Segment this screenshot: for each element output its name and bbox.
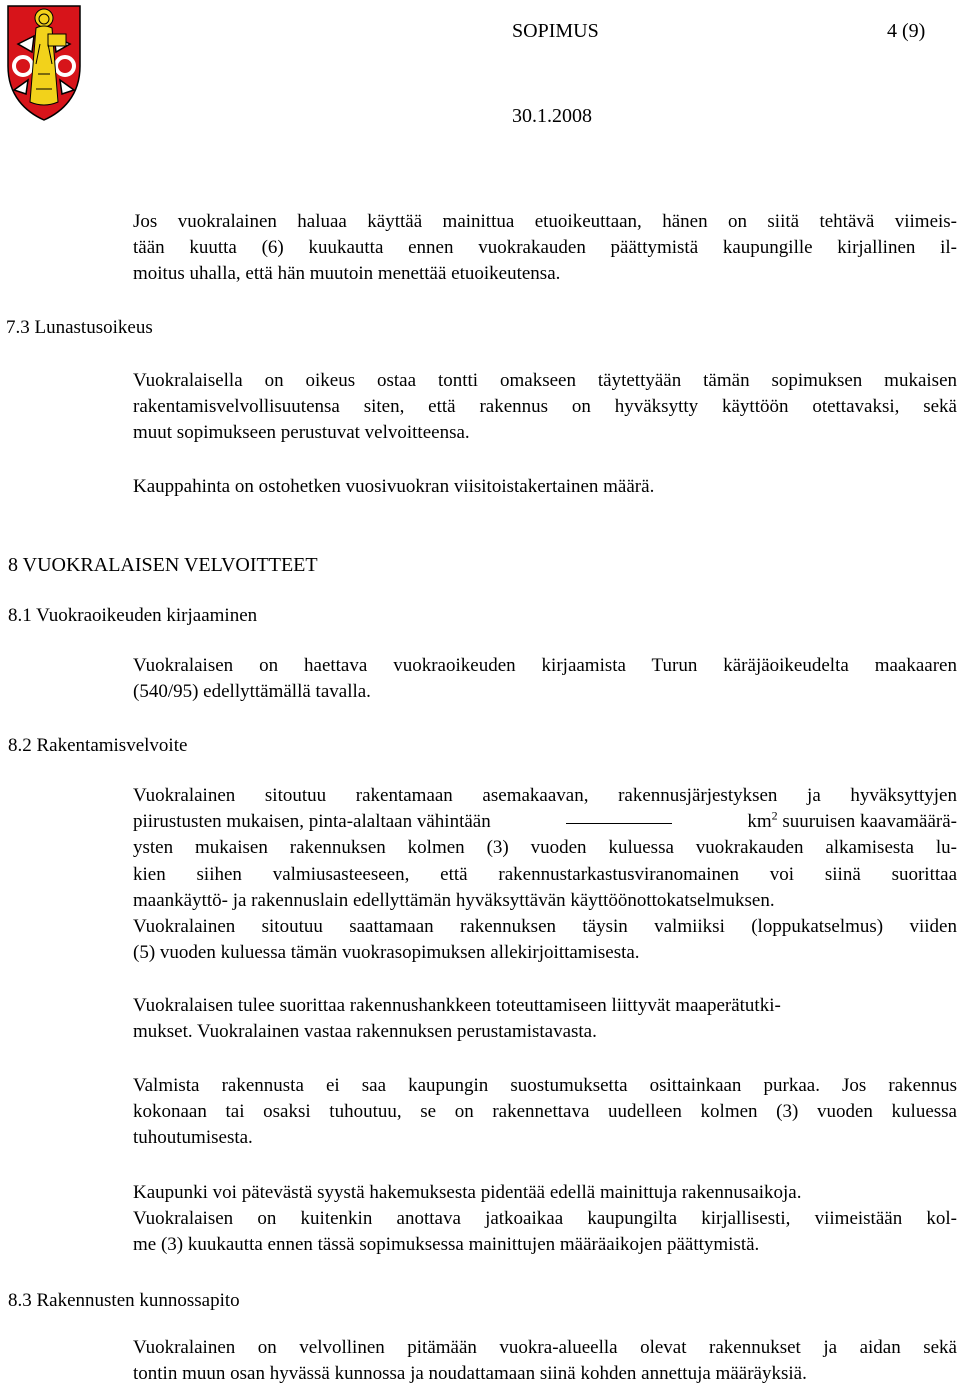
section-8-2-paragraph-4 (133, 1180, 957, 1259)
paragraph-line: (540/95) edellyttämällä tavalla. (133, 681, 371, 703)
section-8-2-paragraph-1 (133, 783, 957, 966)
section-8-2-paragraph-3 (133, 1073, 957, 1152)
paragraph-line: Vuokralainen sitoutuu rakentamaan asemakaavan, rakennusjärjestyksen ja hyväksyttyjen (133, 785, 957, 806)
section-8-heading: 8 VUOKRALAISEN VELVOITTEET (8, 554, 318, 576)
coat-of-arms-logo (6, 4, 82, 122)
paragraph-line: muut sopimukseen perustuvat velvoitteensa. (133, 422, 470, 444)
section-8-1-heading: 8.1 Vuokraoikeuden kirjaaminen (8, 605, 258, 626)
area-fill-blank (566, 809, 672, 824)
section-7-3-heading: 7.3 Lunastusoikeus (6, 317, 153, 338)
paragraph-line: mukset. Vuokralainen vastaa rakennuksen perustamistavasta. (133, 1021, 597, 1043)
page-number: 4 (9) (887, 20, 926, 42)
paragraph-line: Vuokralaisen on kuitenkin anottava jatkoaikaa kaupungilta kirjallisesti, viimeistään kol- (133, 1208, 957, 1230)
unit-exponent: 2 (771, 808, 778, 823)
paragraph-line: me (3) kuukautta ennen tässä sopimuksessa mainittujen määräaikojen päättymistä. (133, 1234, 760, 1256)
paragraph-line: Kauppahinta on ostohetken vuosivuokran viisitoistakertainen määrä. (133, 476, 655, 497)
paragraph-line: Vuokralaisen tulee suorittaa rakennushankkeen toteuttamiseen liittyvät maaperätutki- (133, 995, 781, 1016)
paragraph-line-with-blank (133, 809, 957, 835)
paragraph-line: Kaupunki voi pätevästä syystä hakemuksesta pidentää edellä mainittuja rakennusaikoja. (133, 1182, 802, 1203)
section-8-2-heading: 8.2 Rakentamisvelvoite (8, 735, 188, 756)
section-8-3-paragraph (133, 1335, 957, 1387)
section-8-3-heading: 8.3 Rakennusten kunnossapito (8, 1290, 240, 1311)
paragraph-line: Jos vuokralainen haluaa käyttää mainittua etuoikeuttaan, hänen on siitä tehtävä viimeis- (133, 211, 957, 232)
area-unit: km (747, 811, 772, 833)
section-7-3-paragraph-2 (133, 474, 957, 500)
paragraph-line: moitus uhalla, että hän muutoin menettää etuoikeutensa. (133, 263, 561, 285)
paragraph-line: Vuokralainen on velvollinen pitämään vuokra-alueella olevat rakennukset ja aidan sekä (133, 1337, 957, 1358)
document-date: 30.1.2008 (512, 105, 592, 127)
line-tail (747, 809, 957, 835)
paragraph-line: ysten mukaisen rakennuksen kolmen (3) vuoden kuluessa vuokrakauden alkamisesta lu- (133, 837, 957, 859)
line-text: piirustusten mukaisen, pinta-alaltaan vähintään (133, 811, 491, 833)
paragraph-line: Vuokralaisen on haettava vuokraoikeuden kirjaamista Turun käräjäoikeudelta maakaaren (133, 655, 957, 676)
paragraph-line: maankäyttö- ja rakennuslain edellyttämän hyväksyttävän käyttöönottokatselmuksen. (133, 889, 775, 911)
intro-paragraph (133, 209, 957, 288)
paragraph-line: tuhoutumisesta. (133, 1127, 253, 1149)
section-7-3-paragraph-1 (133, 368, 957, 447)
paragraph-line: kokonaan tai osaksi tuhoutuu, se on rakennettava uudelleen kolmen (3) vuoden kuluessa (133, 1101, 957, 1123)
section-8-1-paragraph (133, 653, 957, 705)
paragraph-line: rakentamisvelvollisuutensa siten, että rakennus on hyväksytty käyttöön otettavaksi, sekä (133, 396, 957, 418)
paragraph-line: Vuokralainen sitoutuu saattamaan rakennuksen täysin valmiiksi (loppukatselmus) viiden (133, 916, 957, 938)
document-type: SOPIMUS (512, 20, 599, 42)
line-text: suuruisen kaavamäärä- (777, 811, 957, 833)
paragraph-line: (5) vuoden kuluessa tämän vuokrasopimuksen allekirjoittamisesta. (133, 942, 640, 964)
paragraph-line: tontin muun osan hyvässä kunnossa ja noudattamaan siinä kohden annettuja määräyksiä. (133, 1363, 807, 1385)
paragraph-line: kien siihen valmiusasteeseen, että rakennustarkastusviranomainen voi siinä suorittaa (133, 863, 957, 885)
section-8-2-paragraph-2 (133, 993, 957, 1045)
paragraph-line: tään kuutta (6) kuukautta ennen vuokrakauden päättymistä kaupungille kirjallinen il- (133, 237, 957, 259)
paragraph-line: Vuokralaisella on oikeus ostaa tontti omakseen täytettyään tämän sopimuksen mukaisen (133, 370, 957, 391)
paragraph-line: Valmista rakennusta ei saa kaupungin suostumuksetta osittainkaan purkaa. Jos rakennus (133, 1075, 957, 1096)
